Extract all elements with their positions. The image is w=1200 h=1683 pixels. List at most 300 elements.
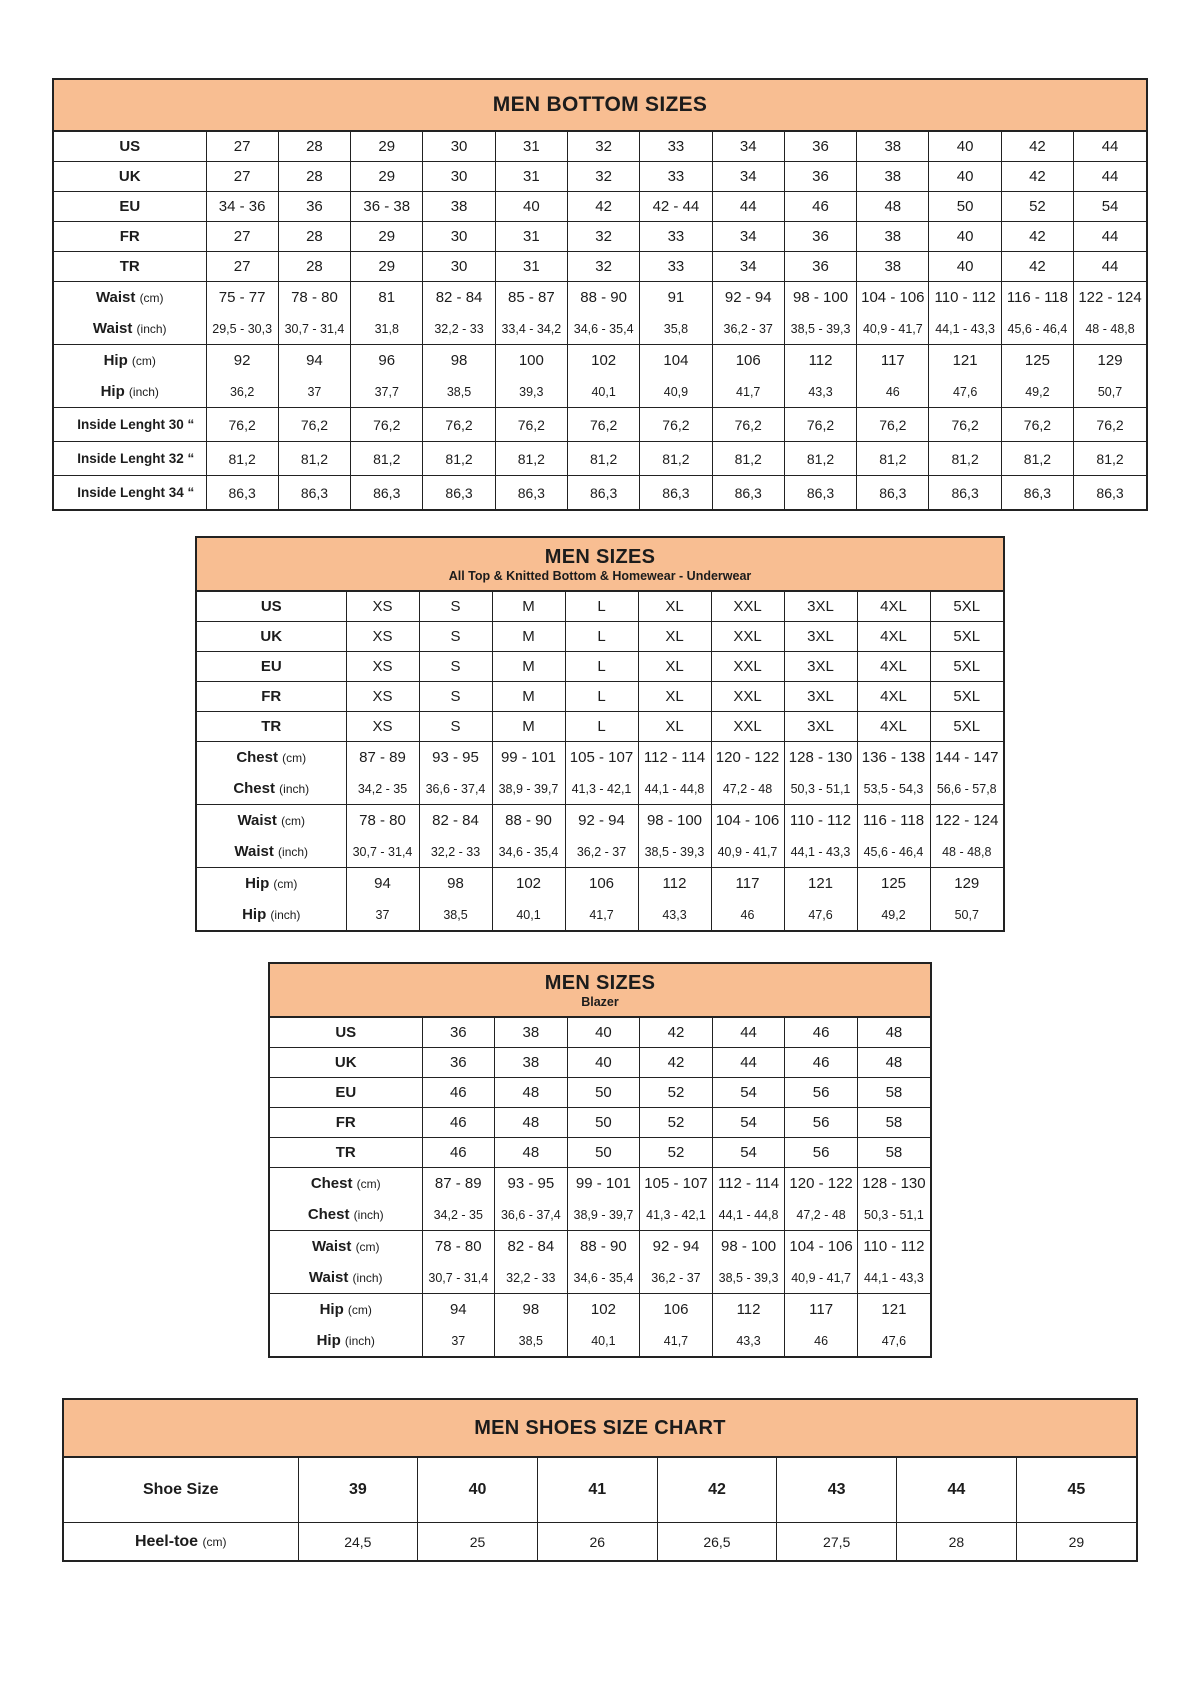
value-cell: 36,6 - 37,4	[495, 1199, 568, 1231]
value-cell: 3XL	[784, 622, 857, 652]
value-cell: 102	[567, 1294, 640, 1326]
value-cell: 99 - 101	[567, 1168, 640, 1200]
table-row	[270, 1078, 930, 1108]
value-cell: XXL	[711, 592, 784, 622]
row-label	[54, 282, 206, 314]
value-cell: 49,2	[1001, 376, 1073, 408]
value-cell: 41,3 - 42,1	[565, 773, 638, 805]
value-cell: 28	[278, 132, 350, 162]
value-cell: S	[419, 592, 492, 622]
row-label-text: TR	[119, 258, 140, 275]
value-cell: 36,2	[206, 376, 278, 408]
value-cell: 120 - 122	[785, 1168, 858, 1200]
table-grid	[54, 132, 1146, 509]
row-label	[54, 345, 206, 377]
value-cell: 33	[640, 222, 712, 252]
value-cell: 4XL	[857, 712, 930, 742]
value-cell: 3XL	[784, 652, 857, 682]
value-cell: 44,1 - 44,8	[638, 773, 711, 805]
value-cell: 86,3	[567, 476, 639, 510]
value-cell: 38	[423, 192, 495, 222]
value-cell: 129	[1074, 345, 1146, 377]
value-cell: 48	[495, 1138, 568, 1168]
table-header	[197, 538, 1003, 592]
value-cell: 48 - 48,8	[930, 836, 1003, 868]
value-cell: 96	[351, 345, 423, 377]
row-label-text: EU	[119, 198, 141, 215]
value-cell: 121	[929, 345, 1001, 377]
row-label-text: TR	[261, 718, 282, 735]
value-cell: 38	[857, 162, 929, 192]
value-cell: 4XL	[857, 592, 930, 622]
value-cell: 39	[298, 1458, 418, 1523]
row-label	[270, 1108, 422, 1138]
value-cell: 34,2 - 35	[346, 773, 419, 805]
row-label	[197, 773, 346, 805]
value-cell: 144 - 147	[930, 742, 1003, 774]
value-cell: 81,2	[640, 442, 712, 476]
value-cell: 38,5	[495, 1325, 568, 1356]
value-cell: 28	[278, 162, 350, 192]
row-label	[197, 805, 346, 837]
row-label-unit: (inch)	[136, 322, 167, 336]
value-cell: 44,1 - 43,3	[857, 1262, 930, 1294]
value-cell: 76,2	[784, 408, 856, 442]
table-row	[270, 1108, 930, 1138]
row-label-unit: (inch)	[353, 1208, 384, 1222]
value-cell: 27	[206, 132, 278, 162]
row-label	[270, 1325, 422, 1356]
value-cell: 85 - 87	[495, 282, 567, 314]
row-label-text: Inside Lenght 34 “	[77, 485, 195, 500]
value-cell: 43,3	[784, 376, 856, 408]
table-header	[270, 964, 930, 1018]
value-cell: 76,2	[640, 408, 712, 442]
men-shoes-size-chart	[62, 1398, 1138, 1562]
value-cell: 41,7	[565, 899, 638, 930]
table-row	[54, 252, 1146, 282]
value-cell: 50,3 - 51,1	[857, 1199, 930, 1231]
value-cell: 38,9 - 39,7	[492, 773, 565, 805]
row-label-text: US	[119, 138, 141, 155]
row-label-text: FR	[119, 228, 140, 245]
row-label-text: Chest	[236, 749, 278, 766]
value-cell: 40,1	[567, 376, 639, 408]
value-cell: 43,3	[638, 899, 711, 930]
value-cell: L	[565, 592, 638, 622]
value-cell: 38,5	[419, 899, 492, 930]
value-cell: 76,2	[1074, 408, 1146, 442]
table-row	[54, 408, 1146, 442]
value-cell: 39,3	[495, 376, 567, 408]
row-label-text: Waist	[95, 289, 136, 306]
value-cell: 42	[657, 1458, 777, 1523]
row-label-unit: (cm)	[347, 1303, 372, 1317]
value-cell: 104 - 106	[857, 282, 929, 314]
row-label	[54, 222, 206, 252]
row-label	[197, 652, 346, 682]
value-cell: 48 - 48,8	[1074, 313, 1146, 345]
value-cell: 54	[1074, 192, 1146, 222]
value-cell: 41,7	[640, 1325, 713, 1356]
value-cell: 48	[495, 1078, 568, 1108]
table-row	[270, 1018, 930, 1048]
value-cell: 76,2	[567, 408, 639, 442]
row-label	[54, 132, 206, 162]
value-cell: 81,2	[857, 442, 929, 476]
row-label-unit: (cm)	[202, 1534, 227, 1549]
value-cell: 47,6	[929, 376, 1001, 408]
value-cell: 86,3	[784, 476, 856, 510]
value-cell: 56	[785, 1138, 858, 1168]
value-cell: 100	[495, 345, 567, 377]
row-label	[64, 1458, 298, 1523]
value-cell: 41	[537, 1458, 657, 1523]
row-label-text: Chest	[310, 1175, 353, 1192]
value-cell: 31	[495, 222, 567, 252]
row-label-text: Waist	[308, 1269, 349, 1286]
row-label	[270, 1078, 422, 1108]
row-label-text: FR	[261, 688, 282, 705]
value-cell: 40,9 - 41,7	[857, 313, 929, 345]
value-cell: 40,9 - 41,7	[711, 836, 784, 868]
value-cell: 45,6 - 46,4	[857, 836, 930, 868]
value-cell: 48	[857, 1048, 930, 1078]
value-cell: 94	[346, 868, 419, 900]
value-cell: 31	[495, 252, 567, 282]
table-row	[54, 132, 1146, 162]
value-cell: 112 - 114	[712, 1168, 785, 1200]
value-cell: 81,2	[278, 442, 350, 476]
value-cell: 117	[711, 868, 784, 900]
value-cell: 38	[495, 1048, 568, 1078]
value-cell: 27,5	[777, 1523, 897, 1561]
value-cell: 102	[492, 868, 565, 900]
value-cell: 58	[857, 1138, 930, 1168]
row-label-unit: (cm)	[281, 814, 306, 828]
value-cell: 38,9 - 39,7	[567, 1199, 640, 1231]
table-row	[197, 836, 1003, 868]
value-cell: 40,9 - 41,7	[785, 1262, 858, 1294]
value-cell: 54	[712, 1108, 785, 1138]
value-cell: 106	[712, 345, 784, 377]
row-label	[197, 622, 346, 652]
value-cell: 40,9	[640, 376, 712, 408]
value-cell: XL	[638, 712, 711, 742]
value-cell: 46	[422, 1108, 495, 1138]
value-cell: 36 - 38	[351, 192, 423, 222]
value-cell: 117	[785, 1294, 858, 1326]
value-cell: 46	[785, 1018, 858, 1048]
value-cell: 30	[423, 222, 495, 252]
value-cell: 112	[712, 1294, 785, 1326]
table-title: MEN SIZES	[544, 971, 656, 994]
table-subtitle: All Top & Knitted Bottom & Homewear - Underwear	[448, 568, 752, 583]
value-cell: 86,3	[857, 476, 929, 510]
value-cell: 56,6 - 57,8	[930, 773, 1003, 805]
value-cell: 76,2	[929, 408, 1001, 442]
value-cell: 76,2	[278, 408, 350, 442]
value-cell: 30,7 - 31,4	[278, 313, 350, 345]
value-cell: 34,6 - 35,4	[567, 313, 639, 345]
value-cell: 81,2	[784, 442, 856, 476]
value-cell: 36,2 - 37	[640, 1262, 713, 1294]
value-cell: 34	[712, 162, 784, 192]
value-cell: 93 - 95	[419, 742, 492, 774]
value-cell: 81,2	[495, 442, 567, 476]
row-label	[197, 682, 346, 712]
value-cell: 44,1 - 43,3	[929, 313, 1001, 345]
value-cell: 24,5	[298, 1523, 418, 1561]
value-cell: XXL	[711, 652, 784, 682]
table-row	[270, 1262, 930, 1294]
value-cell: 37	[422, 1325, 495, 1356]
value-cell: L	[565, 682, 638, 712]
value-cell: 82 - 84	[423, 282, 495, 314]
value-cell: 76,2	[712, 408, 784, 442]
value-cell: 42 - 44	[640, 192, 712, 222]
value-cell: 5XL	[930, 682, 1003, 712]
row-label-unit: (cm)	[355, 1240, 380, 1254]
size-chart-document	[0, 78, 1200, 1562]
row-label	[64, 1523, 298, 1561]
value-cell: 38	[857, 132, 929, 162]
value-cell: 3XL	[784, 592, 857, 622]
value-cell: S	[419, 682, 492, 712]
row-label-text: US	[335, 1024, 357, 1041]
value-cell: 46	[711, 899, 784, 930]
row-label-text: Shoe Size	[142, 1481, 219, 1498]
table-header	[64, 1400, 1136, 1458]
value-cell: 40	[929, 222, 1001, 252]
value-cell: M	[492, 682, 565, 712]
table-row	[270, 1138, 930, 1168]
row-label-unit: (inch)	[128, 385, 159, 399]
value-cell: L	[565, 622, 638, 652]
table-row	[54, 192, 1146, 222]
value-cell: 99 - 101	[492, 742, 565, 774]
value-cell: 5XL	[930, 652, 1003, 682]
value-cell: XXL	[711, 622, 784, 652]
row-label	[270, 1168, 422, 1200]
table-row	[54, 282, 1146, 314]
table-row	[197, 652, 1003, 682]
table-row	[54, 442, 1146, 476]
value-cell: 36,2 - 37	[712, 313, 784, 345]
value-cell: 121	[857, 1294, 930, 1326]
value-cell: 40	[495, 192, 567, 222]
value-cell: 102	[567, 345, 639, 377]
value-cell: 50	[567, 1078, 640, 1108]
value-cell: S	[419, 652, 492, 682]
value-cell: 36	[784, 252, 856, 282]
value-cell: 3XL	[784, 712, 857, 742]
row-label-unit: (cm)	[273, 877, 298, 891]
value-cell: 52	[640, 1108, 713, 1138]
row-label	[54, 192, 206, 222]
value-cell: 38	[857, 252, 929, 282]
value-cell: 26	[537, 1523, 657, 1561]
value-cell: 50,7	[930, 899, 1003, 930]
value-cell: 40	[929, 162, 1001, 192]
row-label	[197, 592, 346, 622]
table-grid	[197, 592, 1003, 930]
value-cell: 46	[785, 1048, 858, 1078]
value-cell: 38,5 - 39,3	[638, 836, 711, 868]
value-cell: 44	[1074, 162, 1146, 192]
value-cell: 42	[1001, 252, 1073, 282]
value-cell: 110 - 112	[929, 282, 1001, 314]
value-cell: 34,6 - 35,4	[567, 1262, 640, 1294]
value-cell: 58	[857, 1108, 930, 1138]
value-cell: 50	[567, 1138, 640, 1168]
value-cell: 88 - 90	[492, 805, 565, 837]
value-cell: 34	[712, 252, 784, 282]
value-cell: 121	[784, 868, 857, 900]
value-cell: 78 - 80	[422, 1231, 495, 1263]
row-label-unit: (inch)	[279, 782, 310, 796]
value-cell: 86,3	[423, 476, 495, 510]
value-cell: 81	[351, 282, 423, 314]
value-cell: 136 - 138	[857, 742, 930, 774]
row-label-text: US	[260, 598, 282, 615]
row-label-unit: (cm)	[131, 354, 156, 368]
value-cell: 38	[857, 222, 929, 252]
row-label-unit: (inch)	[352, 1271, 383, 1285]
value-cell: 47,2 - 48	[711, 773, 784, 805]
row-label-text: UK	[334, 1054, 357, 1071]
value-cell: XS	[346, 652, 419, 682]
value-cell: 44,1 - 44,8	[712, 1199, 785, 1231]
value-cell: 33,4 - 34,2	[495, 313, 567, 345]
value-cell: 53,5 - 54,3	[857, 773, 930, 805]
value-cell: 27	[206, 222, 278, 252]
value-cell: 98 - 100	[712, 1231, 785, 1263]
value-cell: 91	[640, 282, 712, 314]
value-cell: 46	[857, 376, 929, 408]
value-cell: 36	[784, 132, 856, 162]
row-label-text: Hip	[103, 352, 128, 369]
value-cell: 122 - 124	[1074, 282, 1146, 314]
value-cell: 46	[422, 1078, 495, 1108]
row-label-text: Hip	[316, 1332, 341, 1349]
row-label-text: EU	[260, 658, 282, 675]
value-cell: 125	[857, 868, 930, 900]
value-cell: 40	[929, 132, 1001, 162]
value-cell: 88 - 90	[567, 1231, 640, 1263]
row-label-text: FR	[335, 1114, 356, 1131]
value-cell: 43,3	[712, 1325, 785, 1356]
value-cell: 50	[567, 1108, 640, 1138]
table-header	[54, 80, 1146, 132]
value-cell: 58	[857, 1078, 930, 1108]
value-cell: 5XL	[930, 622, 1003, 652]
row-label-text: Hip	[100, 383, 125, 400]
value-cell: 34 - 36	[206, 192, 278, 222]
row-label-text: Inside Lenght 30 “	[77, 417, 195, 432]
row-label	[197, 899, 346, 930]
row-label-text: TR	[335, 1144, 356, 1161]
value-cell: 30,7 - 31,4	[422, 1262, 495, 1294]
value-cell: 76,2	[423, 408, 495, 442]
value-cell: 3XL	[784, 682, 857, 712]
value-cell: 4XL	[857, 622, 930, 652]
value-cell: 105 - 107	[640, 1168, 713, 1200]
row-label-text: Waist	[311, 1238, 352, 1255]
value-cell: 43	[777, 1458, 897, 1523]
value-cell: XXL	[711, 712, 784, 742]
value-cell: 41,7	[712, 376, 784, 408]
value-cell: 32,2 - 33	[495, 1262, 568, 1294]
value-cell: 120 - 122	[711, 742, 784, 774]
value-cell: 44	[1074, 252, 1146, 282]
value-cell: XS	[346, 682, 419, 712]
value-cell: 46	[422, 1138, 495, 1168]
value-cell: 36	[422, 1048, 495, 1078]
value-cell: 46	[785, 1325, 858, 1356]
value-cell: 37,7	[351, 376, 423, 408]
row-label-unit: (cm)	[282, 751, 307, 765]
table-row	[270, 1294, 930, 1326]
row-label	[270, 1231, 422, 1263]
value-cell: 128 - 130	[857, 1168, 930, 1200]
value-cell: 33	[640, 162, 712, 192]
table-row	[270, 1168, 930, 1200]
row-label	[270, 1199, 422, 1231]
row-label-unit: (cm)	[139, 291, 164, 305]
value-cell: 81,2	[206, 442, 278, 476]
row-label-text: Hip	[319, 1301, 344, 1318]
value-cell: 76,2	[857, 408, 929, 442]
value-cell: 40,1	[567, 1325, 640, 1356]
row-label	[270, 1294, 422, 1326]
value-cell: 44	[712, 1018, 785, 1048]
value-cell: L	[565, 652, 638, 682]
value-cell: M	[492, 652, 565, 682]
value-cell: XL	[638, 682, 711, 712]
value-cell: 76,2	[206, 408, 278, 442]
row-label	[54, 162, 206, 192]
table-row	[54, 222, 1146, 252]
value-cell: 36	[422, 1018, 495, 1048]
value-cell: 5XL	[930, 592, 1003, 622]
value-cell: XS	[346, 622, 419, 652]
value-cell: 56	[785, 1078, 858, 1108]
value-cell: 76,2	[351, 408, 423, 442]
value-cell: 31	[495, 162, 567, 192]
value-cell: 104	[640, 345, 712, 377]
value-cell: 44	[712, 192, 784, 222]
value-cell: 93 - 95	[495, 1168, 568, 1200]
value-cell: 128 - 130	[784, 742, 857, 774]
value-cell: XS	[346, 592, 419, 622]
value-cell: 42	[640, 1018, 713, 1048]
value-cell: 125	[1001, 345, 1073, 377]
value-cell: XL	[638, 592, 711, 622]
value-cell: S	[419, 622, 492, 652]
value-cell: 86,3	[712, 476, 784, 510]
value-cell: 129	[930, 868, 1003, 900]
value-cell: 40	[418, 1458, 538, 1523]
table-row	[270, 1325, 930, 1356]
value-cell: 31	[495, 132, 567, 162]
value-cell: 106	[640, 1294, 713, 1326]
value-cell: 81,2	[1074, 442, 1146, 476]
value-cell: 54	[712, 1078, 785, 1108]
value-cell: 81,2	[567, 442, 639, 476]
value-cell: 32,2 - 33	[423, 313, 495, 345]
value-cell: 47,2 - 48	[785, 1199, 858, 1231]
